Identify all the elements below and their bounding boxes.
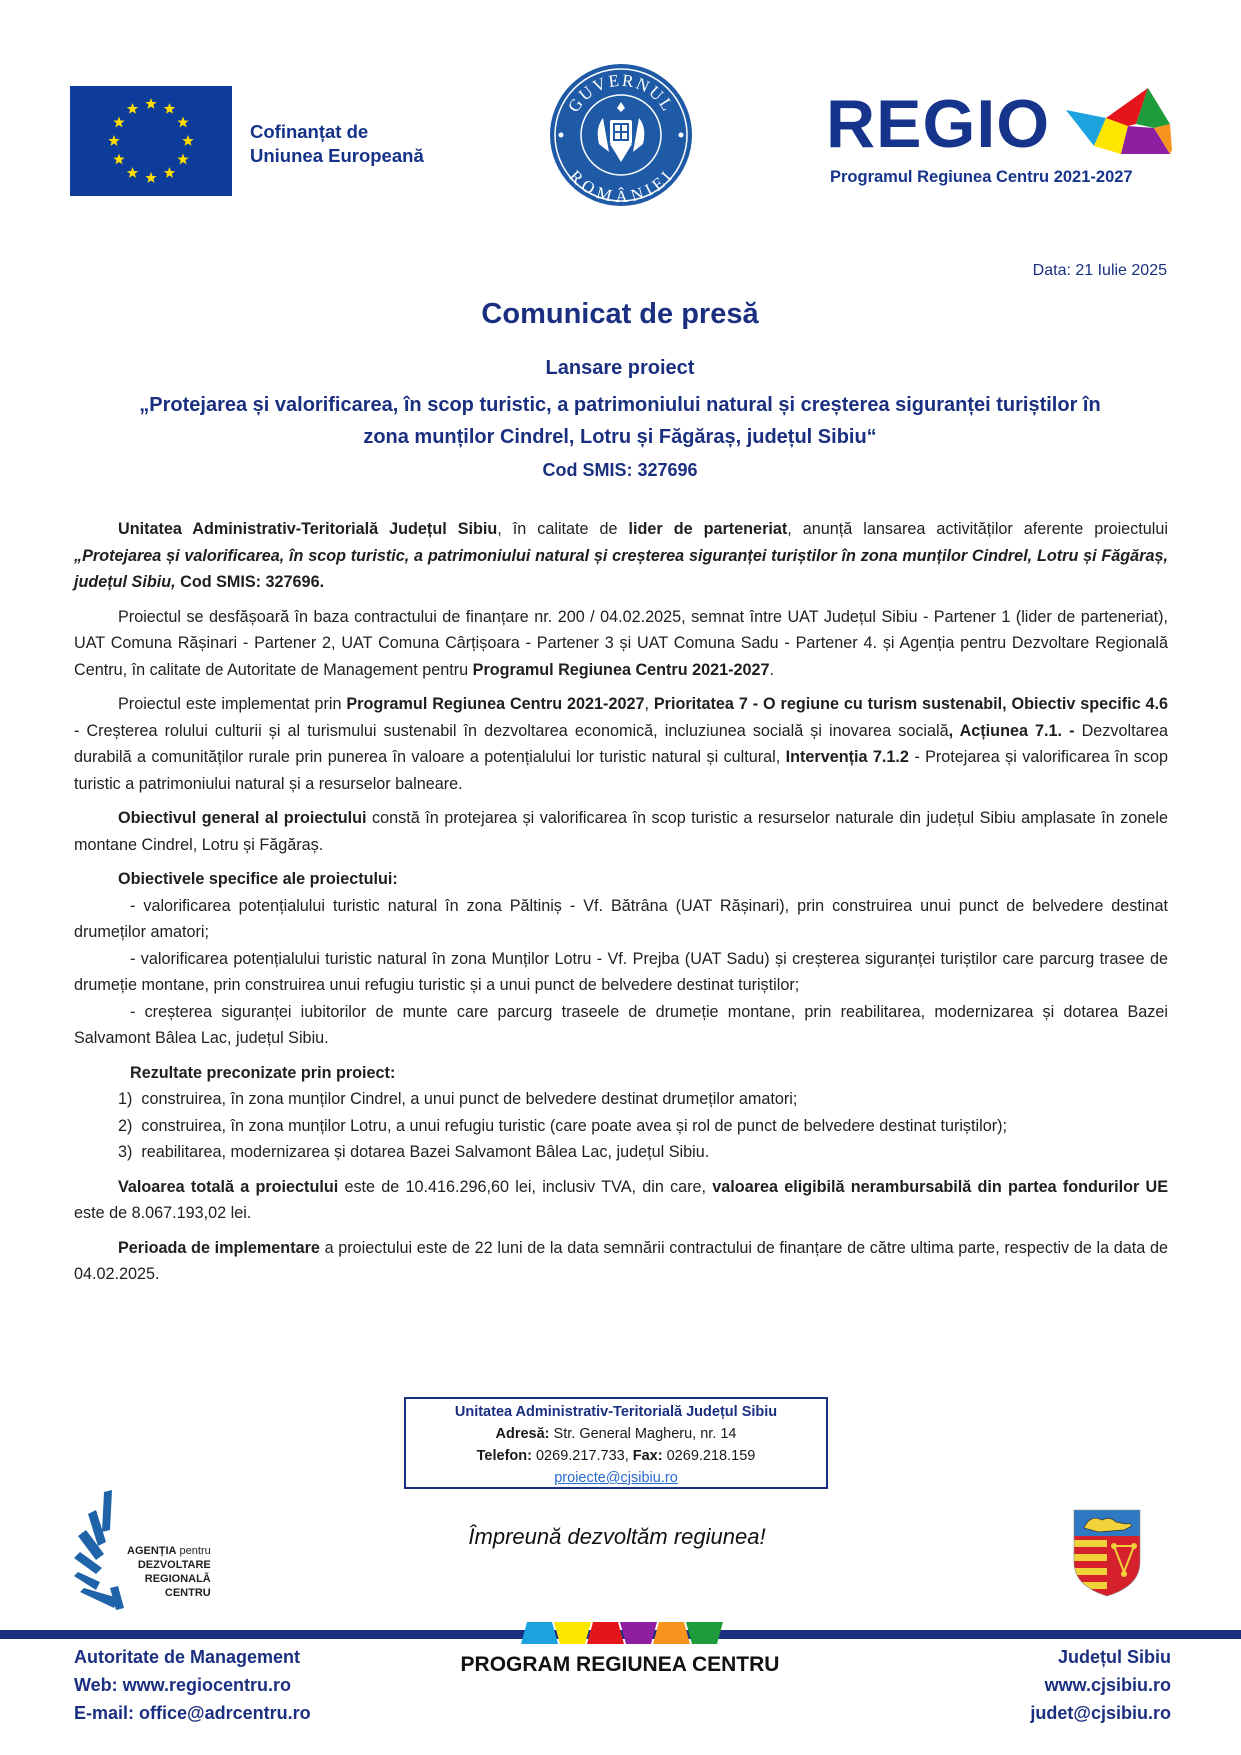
- paragraph-period: [74, 1235, 1168, 1288]
- eu-flag-icon: [70, 86, 232, 196]
- footer-county-email[interactable]: judet@cjsibiu.ro: [1030, 1703, 1171, 1723]
- eu-star-icon: [108, 135, 119, 146]
- eu-star-icon: [113, 154, 124, 165]
- address-value: Str. General Magheru, nr. 14: [549, 1426, 737, 1442]
- objective-item: - valorificarea potențialului turistic natural în zona Păltiniș - Vf. Bătrâna (UAT Rășinari), prin construirea unui punct de belvedere destinat drumeților amatori;: [74, 896, 1168, 941]
- eu-star-icon: [113, 117, 124, 128]
- objective-item: - creșterea siguranței iubitorilor de munte care parcurg traseele de drumeție montane, prin reabilitarea, modernizarea și dotarea Bazei Salvamont Bâlea Lac, județul Sibiu.: [74, 1002, 1168, 1047]
- fax-label: Fax:: [632, 1448, 663, 1464]
- action: , Acțiunea 7.1. -: [948, 721, 1075, 740]
- cod-smis: Cod SMIS: 327696: [542, 460, 698, 480]
- footer-authority: Autoritate de Management: [74, 1647, 301, 1667]
- eu-star-icon: [164, 167, 175, 178]
- color-band-segment: [686, 1622, 723, 1644]
- result-item: [74, 1139, 1168, 1166]
- result-number: 3): [118, 1143, 133, 1161]
- results-heading: Rezultate preconizate prin proiect:: [130, 1063, 396, 1082]
- intervention: Intervenția 7.1.2: [785, 748, 909, 766]
- page-title: Comunicat de presă: [481, 298, 759, 330]
- text: , în calitate de: [497, 520, 629, 538]
- eu-cofinanced-text: [250, 120, 424, 168]
- text: .: [769, 660, 775, 679]
- label: Perioada de implementare: [118, 1238, 320, 1257]
- regio-wordmark: REGIO: [826, 86, 1051, 162]
- romanian-government-seal: [548, 62, 694, 208]
- footer-left: [74, 1643, 311, 1727]
- seal-text-bottom: ROMÂNIEI: [565, 166, 677, 207]
- paragraph-general-objective: [74, 805, 1168, 858]
- program-name: Programul Regiunea Centru 2021-2027: [472, 660, 770, 679]
- phone-label: Telefon:: [476, 1448, 532, 1464]
- color-band-segment: [653, 1622, 690, 1644]
- regio-color-band-icon: [515, 1622, 725, 1644]
- text: a proiectului este de 22 luni de la data semnării contractului de finanțare de către ultima parte, respectiv de la data de 04.02.2025.: [74, 1238, 1168, 1283]
- result-text: construirea, în zona munților Cindrel, a unui punct de belvedere destinat drumeților amatori;: [141, 1090, 798, 1108]
- contact-box: [404, 1397, 828, 1489]
- text: - Protejarea și valorificarea în scop turistic a patrimoniului natural și a resurselor balneare.: [74, 748, 1168, 793]
- color-band-segment: [587, 1622, 624, 1644]
- contact-address: [406, 1423, 826, 1445]
- color-band-segment: [554, 1622, 591, 1644]
- eu-text-line1: Cofinanțat de: [250, 121, 369, 142]
- result-item: [74, 1086, 1168, 1113]
- regio-shape-icon: [1066, 88, 1176, 158]
- project-name: „Protejarea și valorificarea, în scop turistic, a patrimoniului natural și creșterea siguranței turiștilor în zona munților Cindrel, Lotru și Făgăraș, județul Sibiu,: [74, 546, 1168, 591]
- eu-cofinanced-logo: [70, 86, 433, 196]
- coat-of-arms-icon: [1072, 1508, 1142, 1598]
- adr-line: pentru: [176, 1545, 211, 1557]
- footer-web[interactable]: Web: www.regiocentru.ro: [74, 1675, 292, 1695]
- adr-line: REGIONALĂ: [144, 1573, 211, 1585]
- paragraph-intro: [74, 516, 1168, 596]
- eu-star-icon: [182, 135, 193, 146]
- label: valoarea eligibilă nerambursabilă din partea fondurilor UE: [712, 1177, 1168, 1196]
- adr-centru-logo: [74, 1490, 274, 1612]
- adr-fan-icon: [74, 1490, 134, 1612]
- text: Proiectul este implementat prin: [118, 695, 347, 713]
- address-label: Adresă:: [495, 1426, 550, 1442]
- result-number: 1): [118, 1090, 133, 1108]
- color-band-segment: [521, 1622, 558, 1644]
- footer-county: Județul Sibiu: [1057, 1647, 1171, 1667]
- eu-star-icon: [145, 98, 156, 109]
- fax-value: 0269.218.159: [662, 1448, 756, 1464]
- footer-program: PROGRAM REGIUNEA CENTRU: [460, 1653, 780, 1676]
- project-title: „Protejarea și valorificarea, în scop turistic, a patrimoniului natural și creșterea siguranței turiștilor în zona munților Cindrel, Lotru și Făgăraș, județul Sibiu“: [139, 394, 1101, 448]
- contact-org: Unitatea Administrativ-Teritorială Județul Sibiu: [454, 1404, 778, 1420]
- org-name: Unitatea Administrativ-Teritorială Județul Sibiu: [118, 520, 498, 538]
- text: , anunță lansarea activităților aferente proiectului: [787, 520, 1168, 538]
- label: Obiectivul general al proiectului: [118, 809, 367, 827]
- text: este de 10.416.296,60 lei, inclusiv TVA, din care,: [338, 1177, 713, 1196]
- paragraph-contract: [74, 604, 1168, 684]
- program-name: Programul Regiunea Centru 2021-2027: [346, 695, 645, 713]
- footer-email[interactable]: E-mail: office@adrcentru.ro: [74, 1703, 311, 1723]
- paragraph-value: [74, 1174, 1168, 1227]
- regio-subtitle: Programul Regiunea Centru 2021-2027: [830, 168, 1133, 186]
- footer-right: [1030, 1643, 1171, 1727]
- adr-text: [127, 1544, 211, 1600]
- eu-text-line2: Uniunea Europeană: [250, 145, 424, 166]
- smis-code: Cod SMIS: 327696.: [175, 573, 325, 591]
- contact-phone-fax: [406, 1445, 826, 1467]
- subtitle-label: Lansare proiect: [545, 357, 695, 379]
- press-release-body: [74, 516, 1168, 1296]
- result-text: construirea, în zona munților Lotru, a unui refugiu turistic (care poate avea și rol de punct de belvedere destinat turiștilor);: [141, 1116, 1007, 1135]
- result-number: 2): [118, 1116, 133, 1135]
- objective-item: - valorificarea potențialului turistic natural în zona Munților Lotru - Vf. Prejba (UAT Sadu) și creșterea siguranței turiștilor care parcurg trasee de drumeție montane, prin construirea unui refugiu turistic și a unui punct de belvedere destinat turiștilor;: [74, 949, 1168, 994]
- footer-county-web[interactable]: www.cjsibiu.ro: [1044, 1675, 1171, 1695]
- paragraph-implementation: [74, 691, 1168, 797]
- slogan: Împreună dezvoltăm regiunea!: [468, 1524, 766, 1549]
- phone-value: 0269.217.733,: [531, 1448, 633, 1464]
- text: - Creșterea rolului culturii și al turismului sustenabil în dezvoltarea economică, incluziunea socială și inovarea socială: [74, 721, 949, 740]
- eu-star-icon: [164, 103, 175, 114]
- eu-star-icon: [145, 172, 156, 183]
- text: ,: [644, 695, 654, 713]
- role: lider de parteneriat: [628, 520, 788, 538]
- adr-line: DEZVOLTARE: [137, 1559, 211, 1571]
- result-text: reabilitarea, modernizarea și dotarea Bazei Salvamont Bâlea Lac, județul Sibiu.: [141, 1143, 710, 1161]
- label: Valoarea totală a proiectului: [118, 1177, 339, 1196]
- eu-star-icon: [177, 154, 188, 165]
- result-item: [74, 1113, 1168, 1140]
- sibiu-coat-of-arms: [1072, 1508, 1142, 1598]
- eu-star-icon: [127, 167, 138, 178]
- document-date: Data: 21 Iulie 2025: [1032, 262, 1167, 279]
- text: Proiectul se desfășoară în baza contractului de finanțare nr. 200 / 04.02.2025, semnat între UAT Județul Sibiu - Partener 1 (lider de parteneriat), UAT Comuna Rășinari - Partener 2, UAT Comuna Cârțișoara - Partener 3 și UAT Comuna Sadu - Partener 4. și Agenția pentru Dezvoltare Regională Centru, în calitate de Autoritate de Management pentru: [74, 607, 1168, 679]
- adr-line: AGENȚIA: [127, 1545, 177, 1557]
- text: Dezvoltarea durabilă a comunităților rurale prin punerea în valoare a potențialului lor turistic natural și cultural,: [74, 721, 1168, 766]
- adr-line: CENTRU: [164, 1587, 211, 1599]
- eu-star-icon: [127, 103, 138, 114]
- seal-text-top: GUVERNUL: [564, 70, 678, 116]
- regio-logo: [826, 84, 1186, 199]
- color-band-segment: [620, 1622, 657, 1644]
- text: este de 8.067.193,02 lei.: [74, 1204, 252, 1222]
- eu-star-icon: [177, 117, 188, 128]
- priority: Prioritatea 7 - O regiune cu turism sustenabil, Obiectiv specific 4.6: [653, 695, 1168, 713]
- text: constă în protejarea și valorificarea în scop turistic a resurselor naturale din județul Sibiu amplasate în zonele montane Cindrel, Lotru și Făgăraș.: [74, 809, 1168, 854]
- contact-email-link[interactable]: proiecte@cjsibiu.ro: [554, 1470, 678, 1486]
- objectives-heading: Obiectivele specifice ale proiectului:: [118, 870, 398, 888]
